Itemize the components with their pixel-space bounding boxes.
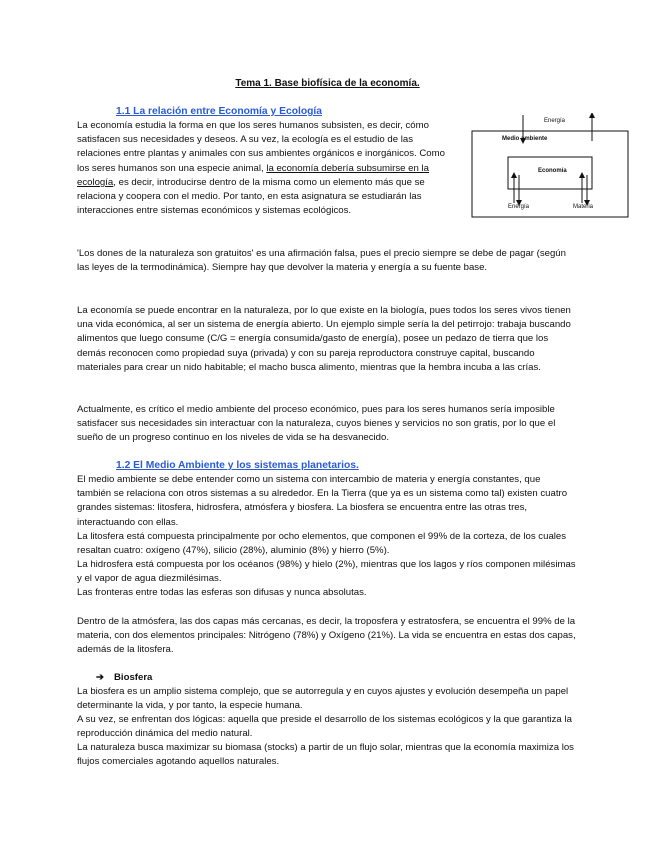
economy-environment-diagram <box>470 113 630 218</box>
biosfera-paragraph-2: A su vez, se enfrentan dos lógicas: aquella que preside el desarrollo de los sistemas ecológicos y la que garantiza la reproducción dinámica del medio natural. <box>77 714 572 740</box>
section2-paragraph-2: La litosfera está compuesta principalmente por ocho elementos, que componen el 99% de la corteza, de los cuales resaltan cuatro: oxígeno (47%), silicio (28%), aluminio (8%) y hierro (5%). <box>77 531 567 557</box>
diagram-medio-ambiente-label: Medio ambiente <box>502 136 548 142</box>
section1-paragraph-2: 'Los dones de la naturaleza son gratuitos' es una afirmación falsa, pues el precio siempre se debe de pagar (según las leyes de la termodinámica). Siempre hay que devolver la materia y energía a su fuente base. <box>77 248 566 274</box>
section2-paragraph-3: La hidrosfera está compuesta por los océanos (98%) y hielo (2%), mientras que los lagos y ríos componen milésimas y el vapor de agua diezmilésimas. <box>77 559 576 585</box>
diagram-graphic <box>470 113 630 218</box>
section2-paragraph-5: Dentro de la atmósfera, las dos capas más cercanas, es decir, la troposfera y estratosfera, se encuentra el 99% de la materia, con dos elementos principales: Nitrógeno (78%) y Oxígeno (21%). La vida se encuentra en estas dos capas, además de la litosfera. <box>77 616 576 656</box>
diagram-energy-bottom-label: Energía <box>508 204 530 210</box>
diagram-energy-top-label: Energía <box>544 118 566 124</box>
section1-paragraph-3: La economía se puede encontrar en la naturaleza, por lo que existe en la biología, pues todos los seres vivos tienen una vida económica, al ser un sistema de energía abierto. Un ejemplo simple sería la del petirrojo: trabaja buscando alimentos que luego consume (C/G = energía consumida/gasto de energía), posee un pedazo de tierra que los demás reconocen como propiedad suya (privada) y con su pareja reproductora construye capital, buscando materiales para crear un nido habitable; el macho busca alimento, mientras que la hembra incuba a las crías. <box>77 305 571 373</box>
diagram-matter-bottom-label: Materia <box>573 204 594 210</box>
section-heading-economia-ecologia[interactable]: 1.1 La relación entre Economía y Ecología <box>116 106 323 117</box>
document-title: Tema 1. Base biofísica de la economía. <box>235 78 420 89</box>
biosfera-bullet-heading <box>96 671 152 685</box>
arrow-right-icon: ➔ <box>96 672 105 683</box>
section1-p1-text-b: , es decir, introducirse dentro de la misma como un elemento más que se relaciona y coopera con el medio. Por tanto, en esta asignatura se estudiarán las interacciones entre sistemas económicos y sistemas ecológicos. <box>77 176 425 217</box>
section2-paragraph-4: Las fronteras entre todas las esferas son difusas y nunca absolutas. <box>77 587 367 598</box>
biosfera-paragraph-1: La biosfera es un amplio sistema complejo, que se autorregula y en cuyos ajustes y evolución desempeña un papel determinante la vida, y por tanto, la especie humana. <box>77 686 569 712</box>
section-heading-medio-ambiente[interactable]: 1.2 El Medio Ambiente y los sistemas planetarios. <box>116 460 359 471</box>
section1-paragraph-1 <box>77 119 457 218</box>
section1-p1-text-a: La economía estudia la forma en que los seres humanos subsisten, es decir, cómo satisfacen sus necesidades y deseos. A su vez, la ecología es el estudio de las relaciones entre plantas y animales con sus ambientes orgánicos e inorgánicos. Como los seres humanos son una especie animal, <box>77 120 445 174</box>
biosfera-heading: Biosfera <box>114 672 153 683</box>
biosfera-paragraph-3: La naturaleza busca maximizar su biomasa (stocks) a partir de un flujo solar, mientras que la economía maximiza los flujos comerciales agotando aquellos naturales. <box>77 742 574 768</box>
diagram-economia-label: Economía <box>538 168 567 174</box>
section1-p1-underlined: la economía debería subsumirse en la ecología <box>77 162 429 188</box>
section1-paragraph-4: Actualmente, es crítico el medio ambiente del proceso económico, pues para los seres humanos sería imposible satisfacer sus necesidades sin interactuar con la naturaleza, cuyos bienes y servicios no son gratis, por lo que el sueño de un progreso continuo en los niveles de vida se ha desvanecido. <box>77 404 556 444</box>
section2-paragraph-1: El medio ambiente se debe entender como un sistema con intercambio de materia y energía constantes, que también se relaciona con otros sistemas a su alrededor. En la Tierra (que ya es un sistema como tal) existen cuatro grandes sistemas: litosfera, hidrosfera, atmósfera y biosfera. La biosfera se encuentra entre las otras tres, interactuando con ellas. <box>77 474 568 528</box>
